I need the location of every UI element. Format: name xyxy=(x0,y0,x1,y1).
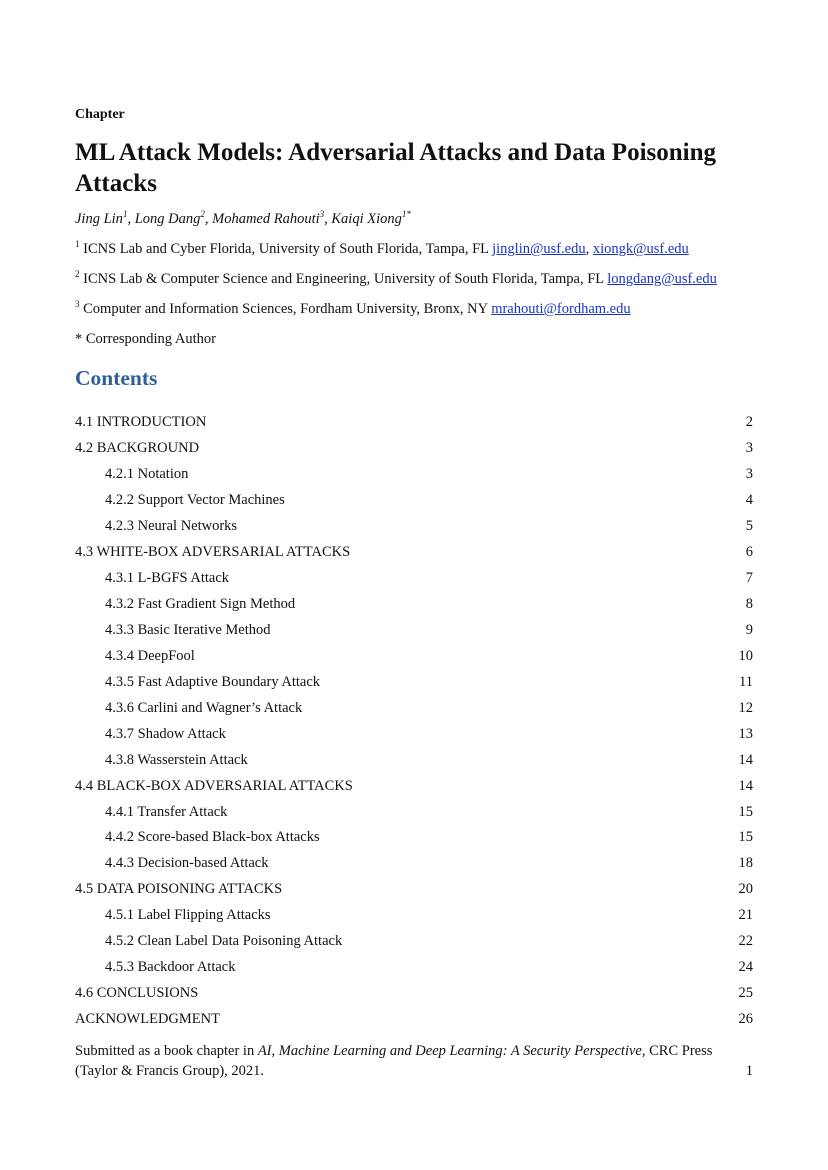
toc-entry-page: 6 xyxy=(745,544,753,561)
toc-entry[interactable] xyxy=(75,877,753,903)
affiliation-3: $^3$ Computer and Information Sciences, Fordham University, Bronx, NY mrahouti@fordham.edu xyxy=(75,299,631,317)
toc-entry-label: 4.2.1 Notation xyxy=(105,466,189,483)
toc-entry-label: 4.3.4 DeepFool xyxy=(105,647,195,664)
table-of-contents xyxy=(75,410,753,1033)
toc-entry[interactable] xyxy=(75,514,753,540)
toc-entry-page: 26 xyxy=(738,1011,753,1028)
author: Jing Lin$^1$ xyxy=(75,209,128,227)
toc-entry[interactable] xyxy=(75,903,753,929)
toc-entry[interactable] xyxy=(75,955,753,981)
email-link[interactable]: mrahouti@fordham.edu xyxy=(491,301,631,317)
toc-entry-label: 4.4.2 Score-based Black-box Attacks xyxy=(105,829,320,846)
toc-entry-page: 2 xyxy=(745,414,753,431)
toc-entry[interactable] xyxy=(75,799,753,825)
toc-entry[interactable] xyxy=(75,773,753,799)
toc-entry-label: 4.5.1 Label Flipping Attacks xyxy=(105,907,271,924)
toc-entry-label: 4.4 BLACK-BOX ADVERSARIAL ATTACKS xyxy=(75,777,353,794)
toc-entry-page: 15 xyxy=(738,803,753,820)
toc-entry-page: 24 xyxy=(738,959,753,976)
toc-entry[interactable] xyxy=(75,592,753,618)
toc-entry[interactable] xyxy=(75,721,753,747)
toc-entry-page: 3 xyxy=(745,440,753,457)
toc-entry[interactable] xyxy=(75,825,753,851)
toc-entry-label: 4.1 INTRODUCTION xyxy=(75,414,207,431)
toc-entry[interactable] xyxy=(75,643,753,669)
toc-entry[interactable] xyxy=(75,981,753,1007)
toc-entry[interactable] xyxy=(75,929,753,955)
toc-entry[interactable] xyxy=(75,540,753,566)
toc-entry-page: 5 xyxy=(745,518,753,535)
toc-entry-label: 4.3.8 Wasserstein Attack xyxy=(105,751,248,768)
toc-entry[interactable] xyxy=(75,1007,753,1033)
toc-entry[interactable] xyxy=(75,462,753,488)
toc-entry-label: 4.3.5 Fast Adaptive Boundary Attack xyxy=(105,673,321,690)
toc-entry-label: 4.5.2 Clean Label Data Poisoning Attack xyxy=(105,933,343,950)
toc-entry-label: 4.3 WHITE-BOX ADVERSARIAL ATTACKS xyxy=(75,544,351,561)
toc-entry-label: 4.3.1 L-BGFS Attack xyxy=(105,570,230,587)
paper-title: ML Attack Models: Adversarial Attacks and Data Poisoning Attacks xyxy=(75,139,716,197)
toc-entry-page: 21 xyxy=(738,907,753,924)
toc-entry-label: 4.3.6 Carlini and Wagner’s Attack xyxy=(105,699,303,716)
email-link[interactable]: longdang@usf.edu xyxy=(607,271,717,287)
toc-entry-label: 4.3.2 Fast Gradient Sign Method xyxy=(105,596,296,613)
affiliation-1: $^1$ ICNS Lab and Cyber Florida, University of South Florida, Tampa, FL jinglin@usf.edu, xiongk@usf.edu xyxy=(75,239,689,257)
toc-entry-page: 25 xyxy=(738,985,753,1002)
author: Mohamed Rahouti$^3$ xyxy=(212,209,325,227)
toc-entry-page: 15 xyxy=(738,829,753,846)
toc-entry-label: 4.4.1 Transfer Attack xyxy=(105,803,228,820)
email-link[interactable]: jinglin@usf.edu xyxy=(492,241,586,257)
toc-entry-label: 4.3.3 Basic Iterative Method xyxy=(105,621,271,638)
chapter-label: Chapter xyxy=(75,107,125,122)
toc-entry[interactable] xyxy=(75,747,753,773)
toc-entry-label: 4.6 CONCLUSIONS xyxy=(75,985,199,1002)
toc-entry-label: 4.2 BACKGROUND xyxy=(75,440,200,457)
toc-entry[interactable] xyxy=(75,695,753,721)
toc-entry-label: 4.4.3 Decision-based Attack xyxy=(105,855,269,872)
toc-entry-label: 4.5.3 Backdoor Attack xyxy=(105,959,236,976)
footer-note xyxy=(75,1041,753,1081)
toc-entry-page: 20 xyxy=(738,881,753,898)
toc-entry-page: 11 xyxy=(739,673,753,690)
toc-entry-page: 14 xyxy=(738,777,753,794)
page-number: 1 xyxy=(745,1063,753,1079)
toc-entry-page: 12 xyxy=(738,699,753,716)
toc-entry-label: ACKNOWLEDGMENT xyxy=(75,1011,220,1028)
toc-entry-page: 4 xyxy=(745,492,753,509)
author: Long Dang$^2$ xyxy=(134,209,205,227)
toc-entry[interactable] xyxy=(75,410,753,436)
toc-entry-page: 8 xyxy=(745,596,753,613)
toc-entry-page: 9 xyxy=(745,621,753,638)
toc-entry[interactable] xyxy=(75,618,753,644)
toc-entry-label: 4.3.7 Shadow Attack xyxy=(105,725,226,742)
toc-entry-page: 14 xyxy=(738,751,753,768)
footer-line-2: (Taylor & Francis Group), 2021. 1 xyxy=(75,1063,753,1079)
affiliation-2: $^2$ ICNS Lab & Computer Science and Engineering, University of South Florida, Tampa, FL longdang@usf.edu xyxy=(75,269,717,287)
corresponding-author-note: * Corresponding Author xyxy=(75,331,216,347)
toc-entry-page: 3 xyxy=(745,466,753,483)
toc-entry-page: 7 xyxy=(745,570,753,587)
toc-entry[interactable] xyxy=(75,669,753,695)
toc-entry-label: 4.2.2 Support Vector Machines xyxy=(105,492,285,509)
toc-entry-page: 18 xyxy=(738,855,753,872)
author: Kaiqi Xiong$^{1*}$ xyxy=(331,209,411,227)
toc-entry[interactable] xyxy=(75,488,753,514)
contents-heading: Contents xyxy=(75,366,158,390)
author-list: Jing Lin$^1$, Long Dang$^2$, Mohamed Rahouti$^3$, Kaiqi Xiong$^{1*}$ xyxy=(75,209,411,227)
toc-entry[interactable] xyxy=(75,851,753,877)
toc-entry[interactable] xyxy=(75,566,753,592)
email-link[interactable]: xiongk@usf.edu xyxy=(592,241,689,257)
toc-entry-label: 4.5 DATA POISONING ATTACKS xyxy=(75,881,283,898)
footer-line-1: Submitted as a book chapter in AI, Machine Learning and Deep Learning: A Security Perspective, CRC Press xyxy=(75,1043,713,1059)
toc-entry-page: 22 xyxy=(738,933,753,950)
toc-entry-label: 4.2.3 Neural Networks xyxy=(105,518,238,535)
toc-entry[interactable] xyxy=(75,436,753,462)
toc-entry-page: 13 xyxy=(738,725,753,742)
toc-entry-page: 10 xyxy=(738,647,753,664)
